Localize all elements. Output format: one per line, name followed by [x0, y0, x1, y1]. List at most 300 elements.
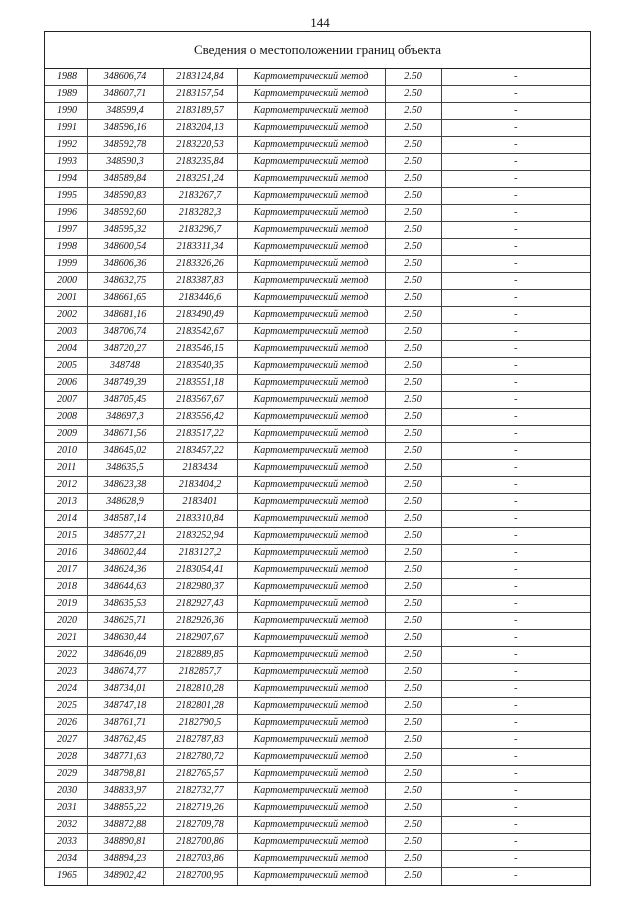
table-row	[45, 409, 590, 426]
cell-x-coordinate: 348635,5	[87, 460, 163, 477]
cell-note: -	[441, 426, 590, 443]
table-row	[45, 630, 590, 647]
cell-x-coordinate: 348590,3	[87, 154, 163, 171]
cell-method: Картометрический метод	[237, 766, 385, 783]
cell-y-coordinate: 2183551,18	[163, 375, 237, 392]
cell-x-coordinate: 348577,21	[87, 528, 163, 545]
cell-method: Картометрический метод	[237, 137, 385, 154]
table-row	[45, 290, 590, 307]
cell-note: -	[441, 817, 590, 834]
cell-point-number: 2003	[45, 324, 87, 341]
cell-point-number: 2022	[45, 647, 87, 664]
cell-accuracy: 2.50	[385, 579, 441, 596]
cell-y-coordinate: 2182765,57	[163, 766, 237, 783]
table-row	[45, 103, 590, 120]
cell-point-number: 2021	[45, 630, 87, 647]
cell-accuracy: 2.50	[385, 426, 441, 443]
table-row	[45, 681, 590, 698]
cell-method: Картометрический метод	[237, 579, 385, 596]
cell-point-number: 1988	[45, 69, 87, 86]
cell-accuracy: 2.50	[385, 630, 441, 647]
cell-x-coordinate: 348697,3	[87, 409, 163, 426]
cell-note: -	[441, 511, 590, 528]
cell-x-coordinate: 348734,01	[87, 681, 163, 698]
cell-y-coordinate: 2183204,13	[163, 120, 237, 137]
cell-note: -	[441, 800, 590, 817]
cell-method: Картометрический метод	[237, 817, 385, 834]
cell-note: -	[441, 460, 590, 477]
table-row	[45, 69, 590, 86]
cell-method: Картометрический метод	[237, 783, 385, 800]
cell-accuracy: 2.50	[385, 375, 441, 392]
cell-y-coordinate: 2183235,84	[163, 154, 237, 171]
cell-x-coordinate: 348635,53	[87, 596, 163, 613]
cell-x-coordinate: 348798,81	[87, 766, 163, 783]
cell-point-number: 2005	[45, 358, 87, 375]
cell-method: Картометрический метод	[237, 188, 385, 205]
cell-method: Картометрический метод	[237, 392, 385, 409]
cell-accuracy: 2.50	[385, 817, 441, 834]
table-row	[45, 579, 590, 596]
table-row	[45, 494, 590, 511]
cell-method: Картометрический метод	[237, 460, 385, 477]
cell-accuracy: 2.50	[385, 596, 441, 613]
cell-method: Картометрический метод	[237, 596, 385, 613]
cell-method: Картометрический метод	[237, 511, 385, 528]
cell-note: -	[441, 358, 590, 375]
cell-note: -	[441, 188, 590, 205]
cell-accuracy: 2.50	[385, 732, 441, 749]
cell-accuracy: 2.50	[385, 647, 441, 664]
cell-accuracy: 2.50	[385, 664, 441, 681]
cell-y-coordinate: 2183054,41	[163, 562, 237, 579]
cell-accuracy: 2.50	[385, 154, 441, 171]
cell-method: Картометрический метод	[237, 749, 385, 766]
cell-accuracy: 2.50	[385, 562, 441, 579]
table-row	[45, 851, 590, 868]
table-body	[45, 69, 590, 885]
cell-point-number: 1998	[45, 239, 87, 256]
cell-note: -	[441, 409, 590, 426]
cell-y-coordinate: 2183252,94	[163, 528, 237, 545]
table-row	[45, 834, 590, 851]
cell-x-coordinate: 348674,77	[87, 664, 163, 681]
cell-y-coordinate: 2182732,77	[163, 783, 237, 800]
cell-method: Картометрический метод	[237, 324, 385, 341]
cell-x-coordinate: 348589,84	[87, 171, 163, 188]
cell-accuracy: 2.50	[385, 477, 441, 494]
cell-y-coordinate: 2182907,67	[163, 630, 237, 647]
table-row	[45, 477, 590, 494]
cell-x-coordinate: 348720,27	[87, 341, 163, 358]
table-row	[45, 647, 590, 664]
cell-point-number: 2031	[45, 800, 87, 817]
cell-y-coordinate: 2183310,84	[163, 511, 237, 528]
cell-accuracy: 2.50	[385, 171, 441, 188]
cell-point-number: 2027	[45, 732, 87, 749]
cell-point-number: 2013	[45, 494, 87, 511]
cell-point-number: 1991	[45, 120, 87, 137]
table-row	[45, 868, 590, 885]
table-row	[45, 562, 590, 579]
cell-point-number: 2033	[45, 834, 87, 851]
cell-x-coordinate: 348872,88	[87, 817, 163, 834]
cell-accuracy: 2.50	[385, 511, 441, 528]
cell-y-coordinate: 2182927,43	[163, 596, 237, 613]
cell-y-coordinate: 2182926,36	[163, 613, 237, 630]
table-row	[45, 239, 590, 256]
cell-method: Картометрический метод	[237, 477, 385, 494]
cell-y-coordinate: 2183189,57	[163, 103, 237, 120]
cell-note: -	[441, 137, 590, 154]
cell-method: Картометрический метод	[237, 834, 385, 851]
table-title: Сведения о местоположении границ объекта	[45, 32, 590, 69]
cell-point-number: 2019	[45, 596, 87, 613]
cell-x-coordinate: 348606,74	[87, 69, 163, 86]
cell-x-coordinate: 348748	[87, 358, 163, 375]
cell-accuracy: 2.50	[385, 392, 441, 409]
cell-y-coordinate: 2183542,67	[163, 324, 237, 341]
cell-y-coordinate: 2183457,22	[163, 443, 237, 460]
cell-y-coordinate: 2182719,26	[163, 800, 237, 817]
cell-point-number: 1990	[45, 103, 87, 120]
table-row	[45, 817, 590, 834]
cell-accuracy: 2.50	[385, 358, 441, 375]
table-row	[45, 358, 590, 375]
cell-method: Картометрический метод	[237, 358, 385, 375]
cell-method: Картометрический метод	[237, 120, 385, 137]
cell-accuracy: 2.50	[385, 120, 441, 137]
cell-note: -	[514, 870, 518, 882]
cell-accuracy: 2.50	[385, 86, 441, 103]
cell-note: -	[441, 69, 590, 86]
page-number: 144	[310, 15, 330, 30]
cell-note: -	[441, 154, 590, 171]
cell-note: -	[441, 392, 590, 409]
cell-note: -	[441, 749, 590, 766]
cell-point-number: 2016	[45, 545, 87, 562]
table-row	[45, 222, 590, 239]
cell-method: Картометрический метод	[237, 154, 385, 171]
cell-note: -	[441, 681, 590, 698]
table-row	[45, 392, 590, 409]
cell-x-coordinate: 348592,60	[87, 205, 163, 222]
cell-point-number: 2020	[45, 613, 87, 630]
table-row	[45, 749, 590, 766]
cell-y-coordinate: 2182790,5	[163, 715, 237, 732]
cell-point-number: 1993	[45, 154, 87, 171]
cell-x-coordinate: 348833,97	[87, 783, 163, 800]
table-row	[45, 545, 590, 562]
cell-point-number: 1999	[45, 256, 87, 273]
cell-point-number: 2010	[45, 443, 87, 460]
cell-x-coordinate: 348681,16	[87, 307, 163, 324]
cell-note: -	[441, 630, 590, 647]
table-row	[45, 154, 590, 171]
table-row	[45, 800, 590, 817]
cell-note: -	[441, 171, 590, 188]
cell-y-coordinate: 2183540,35	[163, 358, 237, 375]
cell-x-coordinate: 348855,22	[87, 800, 163, 817]
cell-y-coordinate: 2183401	[163, 494, 237, 511]
cell-point-number: 2001	[45, 290, 87, 307]
cell-point-number: 1989	[45, 86, 87, 103]
cell-x-coordinate: 348600,54	[87, 239, 163, 256]
cell-x-coordinate: 348706,74	[87, 324, 163, 341]
cell-accuracy: 2.50	[385, 290, 441, 307]
cell-note: -	[441, 698, 590, 715]
cell-note: -	[441, 732, 590, 749]
cell-x-coordinate: 348602,44	[87, 545, 163, 562]
cell-y-coordinate: 2183127,2	[163, 545, 237, 562]
cell-method: Картометрический метод	[237, 681, 385, 698]
cell-x-coordinate: 348661,65	[87, 290, 163, 307]
cell-accuracy: 2.50	[385, 188, 441, 205]
cell-y-coordinate: 2182780,72	[163, 749, 237, 766]
cell-method: Картометрический метод	[237, 528, 385, 545]
cell-note: -	[441, 562, 590, 579]
cell-y-coordinate: 2183157,54	[163, 86, 237, 103]
cell-method: Картометрический метод	[237, 103, 385, 120]
cell-accuracy: 2.50	[385, 613, 441, 630]
cell-y-coordinate: 2183267,7	[163, 188, 237, 205]
cell-note: -	[441, 324, 590, 341]
table-row	[45, 256, 590, 273]
cell-method: Картометрический метод	[237, 341, 385, 358]
cell-x-coordinate: 348645,02	[87, 443, 163, 460]
cell-x-coordinate: 348607,71	[87, 86, 163, 103]
cell-method: Картометрический метод	[237, 171, 385, 188]
cell-point-number: 2002	[45, 307, 87, 324]
cell-method: Картометрический метод	[237, 545, 385, 562]
cell-accuracy: 2.50	[385, 443, 441, 460]
cell-y-coordinate: 2183251,24	[163, 171, 237, 188]
cell-method: Картометрический метод	[237, 732, 385, 749]
cell-method: Картометрический метод	[237, 664, 385, 681]
cell-point-number: 2006	[45, 375, 87, 392]
cell-x-coordinate: 348749,39	[87, 375, 163, 392]
cell-method: Картометрический метод	[237, 205, 385, 222]
cell-x-coordinate: 348890,81	[87, 834, 163, 851]
cell-note: -	[441, 103, 590, 120]
cell-note: -	[441, 273, 590, 290]
cell-x-coordinate: 348902,42	[87, 868, 163, 885]
cell-y-coordinate: 2182700,95	[163, 868, 237, 885]
cell-x-coordinate: 348630,44	[87, 630, 163, 647]
cell-accuracy: 2.50	[385, 494, 441, 511]
cell-method: Картометрический метод	[237, 443, 385, 460]
table-row	[45, 443, 590, 460]
cell-point-number: 1994	[45, 171, 87, 188]
cell-y-coordinate: 2183311,34	[163, 239, 237, 256]
cell-y-coordinate: 2183556,42	[163, 409, 237, 426]
cell-x-coordinate: 348894,23	[87, 851, 163, 868]
table-row	[45, 324, 590, 341]
cell-accuracy: 2.50	[385, 715, 441, 732]
boundary-points-table	[45, 69, 590, 885]
cell-y-coordinate: 2183434	[163, 460, 237, 477]
cell-accuracy: 2.50	[385, 256, 441, 273]
cell-y-coordinate: 2182810,28	[163, 681, 237, 698]
cell-y-coordinate: 2183546,15	[163, 341, 237, 358]
cell-method: Картометрический метод	[237, 800, 385, 817]
cell-accuracy: 2.50	[385, 341, 441, 358]
cell-method: Картометрический метод	[237, 222, 385, 239]
cell-accuracy: 2.50	[385, 545, 441, 562]
cell-x-coordinate: 348623,38	[87, 477, 163, 494]
cell-note: -	[441, 834, 590, 851]
cell-accuracy: 2.50	[385, 239, 441, 256]
cell-accuracy: 2.50	[385, 749, 441, 766]
cell-method: Картометрический метод	[237, 426, 385, 443]
table-row	[45, 120, 590, 137]
boundary-table-frame	[44, 31, 591, 886]
cell-note: -	[441, 375, 590, 392]
cell-x-coordinate: 348761,71	[87, 715, 163, 732]
cell-note: -	[441, 239, 590, 256]
cell-y-coordinate: 2183124,84	[163, 69, 237, 86]
cell-y-coordinate: 2182801,28	[163, 698, 237, 715]
cell-method: Картометрический метод	[237, 69, 385, 86]
cell-note: -	[441, 528, 590, 545]
cell-method: Картометрический метод	[237, 273, 385, 290]
cell-point-number: 2026	[45, 715, 87, 732]
cell-note: -	[441, 851, 590, 868]
cell-x-coordinate: 348705,45	[87, 392, 163, 409]
cell-accuracy: 2.50	[385, 766, 441, 783]
cell-point-number: 2023	[45, 664, 87, 681]
cell-x-coordinate: 348595,32	[87, 222, 163, 239]
cell-x-coordinate: 348646,09	[87, 647, 163, 664]
cell-point-number: 2018	[45, 579, 87, 596]
table-row	[45, 732, 590, 749]
cell-x-coordinate: 348747,18	[87, 698, 163, 715]
cell-note: -	[441, 766, 590, 783]
cell-accuracy: 2.50	[385, 868, 441, 885]
cell-point-number: 2025	[45, 698, 87, 715]
cell-method: Картометрический метод	[237, 868, 385, 885]
cell-point-number: 2032	[45, 817, 87, 834]
cell-y-coordinate: 2183490,49	[163, 307, 237, 324]
cell-method: Картометрический метод	[237, 375, 385, 392]
cell-y-coordinate: 2183567,67	[163, 392, 237, 409]
cell-note: -	[441, 647, 590, 664]
cell-note: -	[441, 307, 590, 324]
cell-x-coordinate: 348671,56	[87, 426, 163, 443]
cell-accuracy: 2.50	[385, 69, 441, 86]
table-row	[45, 715, 590, 732]
cell-point-number: 2015	[45, 528, 87, 545]
cell-note: -	[441, 222, 590, 239]
cell-point-number: 2004	[45, 341, 87, 358]
cell-accuracy: 2.50	[385, 103, 441, 120]
cell-y-coordinate: 2182857,7	[163, 664, 237, 681]
cell-x-coordinate: 348587,14	[87, 511, 163, 528]
cell-method: Картометрический метод	[237, 630, 385, 647]
cell-x-coordinate: 348606,36	[87, 256, 163, 273]
cell-point-number: 2012	[45, 477, 87, 494]
cell-accuracy: 2.50	[385, 783, 441, 800]
table-row	[45, 698, 590, 715]
table-row	[45, 528, 590, 545]
cell-method: Картометрический метод	[237, 494, 385, 511]
cell-note: -	[441, 290, 590, 307]
cell-accuracy: 2.50	[385, 307, 441, 324]
cell-y-coordinate: 2182889,85	[163, 647, 237, 664]
cell-x-coordinate: 348624,36	[87, 562, 163, 579]
table-row	[45, 596, 590, 613]
cell-y-coordinate: 2182709,78	[163, 817, 237, 834]
cell-y-coordinate: 2183282,3	[163, 205, 237, 222]
table-row	[45, 205, 590, 222]
cell-x-coordinate: 348590,83	[87, 188, 163, 205]
cell-accuracy: 2.50	[385, 834, 441, 851]
cell-y-coordinate: 2183296,7	[163, 222, 237, 239]
cell-note: -	[441, 256, 590, 273]
cell-point-number: 2017	[45, 562, 87, 579]
cell-x-coordinate: 348632,75	[87, 273, 163, 290]
cell-note: -	[441, 86, 590, 103]
cell-accuracy: 2.50	[385, 528, 441, 545]
cell-accuracy: 2.50	[385, 681, 441, 698]
cell-point-number: 1997	[45, 222, 87, 239]
cell-y-coordinate: 2183517,22	[163, 426, 237, 443]
table-row	[45, 375, 590, 392]
table-row	[45, 460, 590, 477]
cell-point-number: 1995	[45, 188, 87, 205]
cell-x-coordinate: 348592,78	[87, 137, 163, 154]
cell-accuracy: 2.50	[385, 222, 441, 239]
table-row	[45, 511, 590, 528]
cell-point-number: 1965	[45, 868, 87, 885]
cell-accuracy: 2.50	[385, 851, 441, 868]
table-row	[45, 188, 590, 205]
table-row	[45, 426, 590, 443]
cell-point-number: 2011	[45, 460, 87, 477]
table-row	[45, 341, 590, 358]
cell-point-number: 2007	[45, 392, 87, 409]
table-row	[45, 137, 590, 154]
cell-method: Картометрический метод	[237, 256, 385, 273]
cell-point-number: 1992	[45, 137, 87, 154]
cell-y-coordinate: 2182700,86	[163, 834, 237, 851]
cell-accuracy: 2.50	[385, 324, 441, 341]
cell-y-coordinate: 2182787,83	[163, 732, 237, 749]
cell-method: Картометрический метод	[237, 715, 385, 732]
cell-point-number: 2028	[45, 749, 87, 766]
table-row	[45, 273, 590, 290]
cell-y-coordinate: 2183387,83	[163, 273, 237, 290]
table-row	[45, 171, 590, 188]
cell-method: Картометрический метод	[237, 613, 385, 630]
cell-method: Картометрический метод	[237, 86, 385, 103]
cell-y-coordinate: 2183326,26	[163, 256, 237, 273]
cell-point-number: 2029	[45, 766, 87, 783]
cell-accuracy: 2.50	[385, 273, 441, 290]
cell-note: -	[441, 477, 590, 494]
cell-y-coordinate: 2183404,2	[163, 477, 237, 494]
cell-note: -	[441, 443, 590, 460]
table-row	[45, 307, 590, 324]
cell-point-number: 2034	[45, 851, 87, 868]
cell-note: -	[441, 120, 590, 137]
table-row	[45, 613, 590, 630]
cell-point-number: 2008	[45, 409, 87, 426]
cell-note: -	[441, 545, 590, 562]
cell-note: -	[441, 341, 590, 358]
cell-accuracy: 2.50	[385, 698, 441, 715]
cell-method: Картометрический метод	[237, 239, 385, 256]
